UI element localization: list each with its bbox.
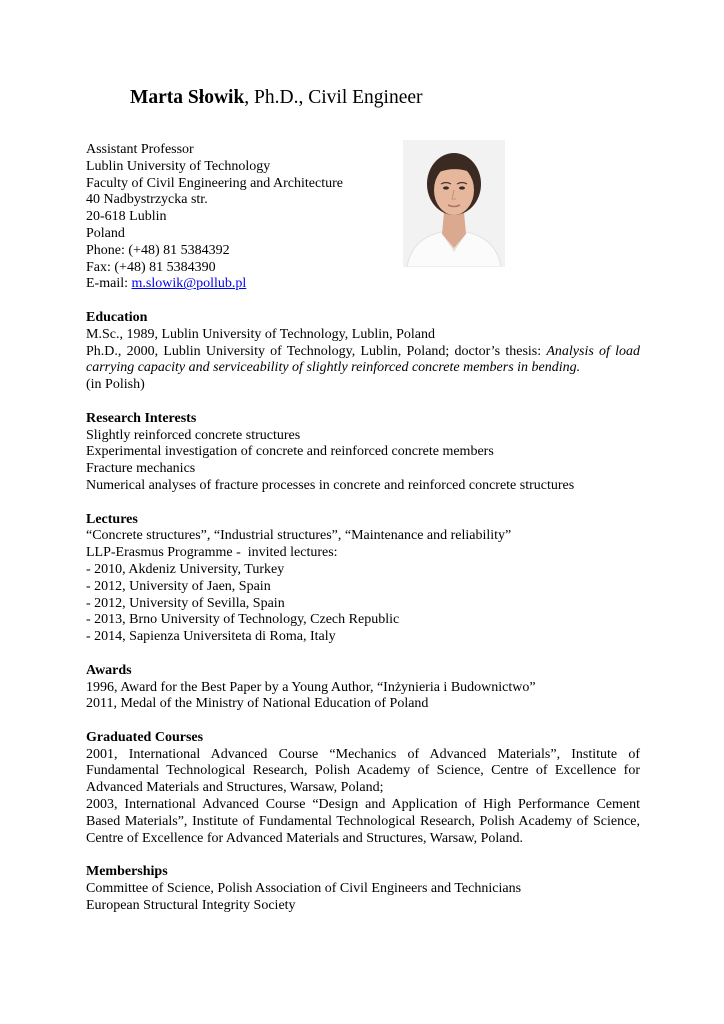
education-phd-language: (in Polish) [86, 377, 145, 393]
email-line [86, 276, 640, 293]
award-item: 2011, Medal of the Ministry of National Education of Poland [86, 696, 429, 712]
course-item: 2001, International Advanced Course “Mechanics of Advanced Materials”, Institute of Fundamental Technological Research, Polish Academy of Science, Centre of Excellence for Advanced Materials and Structures, Warsaw, Poland; [86, 746, 640, 796]
email-label: E-mail: [86, 276, 132, 292]
lectures-section [86, 512, 640, 646]
education-msc: M.Sc., 1989, Lublin University of Technology, Lublin, Poland [86, 326, 435, 342]
research-section [86, 411, 640, 495]
university: Lublin University of Technology [86, 158, 271, 174]
contact-block [86, 142, 640, 293]
awards-heading: Awards [86, 662, 132, 678]
page-title [130, 86, 423, 110]
education-heading: Education [86, 309, 148, 325]
research-item: Fracture mechanics [86, 461, 196, 477]
fax: Fax: (+48) 81 5384390 [86, 259, 216, 275]
membership-item: Committee of Science, Polish Association of Civil Engineers and Technicians [86, 881, 522, 897]
lecture-item: “Concrete structures”, “Industrial structures”, “Maintenance and reliability” [86, 528, 512, 544]
awards-section [86, 663, 640, 713]
lecture-item: - 2012, University of Jaen, Spain [86, 578, 271, 594]
lecture-item: - 2013, Brno University of Technology, Czech Republic [86, 612, 400, 628]
courses-section [86, 730, 640, 848]
research-item: Slightly reinforced concrete structures [86, 427, 301, 443]
lecture-item: - 2010, Akdeniz University, Turkey [86, 561, 285, 577]
award-item: 1996, Award for the Best Paper by a Young Author, “Inżynieria i Budownictwo” [86, 679, 536, 695]
cv-content [86, 142, 640, 915]
course-item: 2003, International Advanced Course “Design and Application of High Performance Cement Based Materials”, Institute of Fundamental Technological Research, Polish Academy of Science, Centre of Excellence for Advanced Materials and Structures, Warsaw, Poland. [86, 797, 640, 846]
street-address: 40 Nadbystrzycka str. [86, 192, 208, 208]
lectures-heading: Lectures [86, 511, 138, 527]
faculty: Faculty of Civil Engineering and Architecture [86, 175, 343, 191]
position: Assistant Professor [86, 142, 194, 157]
country: Poland [86, 225, 125, 241]
courses-heading: Graduated Courses [86, 729, 204, 745]
education-section [86, 310, 640, 394]
education-phd-thesis: Analysis of load carrying capacity and serviceability of slightly reinforced concrete members in bending. [86, 343, 640, 376]
title-suffix: , Ph.D., Civil Engineer [244, 87, 423, 108]
membership-item: European Structural Integrity Society [86, 897, 296, 913]
memberships-section [86, 864, 640, 914]
lecture-item: LLP-Erasmus Programme - invited lectures: [86, 545, 338, 561]
person-name: Marta Słowik [130, 87, 245, 108]
education-phd [86, 344, 640, 378]
lecture-item: - 2012, University of Sevilla, Spain [86, 595, 285, 611]
research-heading: Research Interests [86, 410, 197, 426]
memberships-heading: Memberships [86, 864, 168, 880]
postal-city: 20-618 Lublin [86, 209, 167, 225]
phone: Phone: (+48) 81 5384392 [86, 242, 230, 258]
email-link[interactable]: m.slowik@pollub.pl [131, 276, 247, 292]
education-phd-prefix: Ph.D., 2000, Lublin University of Technology, Lublin, Poland; doctor’s thesis: [86, 343, 547, 359]
lecture-item: - 2014, Sapienza Universiteta di Roma, Italy [86, 629, 336, 645]
research-item: Experimental investigation of concrete and reinforced concrete members [86, 444, 494, 460]
research-item: Numerical analyses of fracture processes in concrete and reinforced concrete structures [86, 477, 575, 493]
